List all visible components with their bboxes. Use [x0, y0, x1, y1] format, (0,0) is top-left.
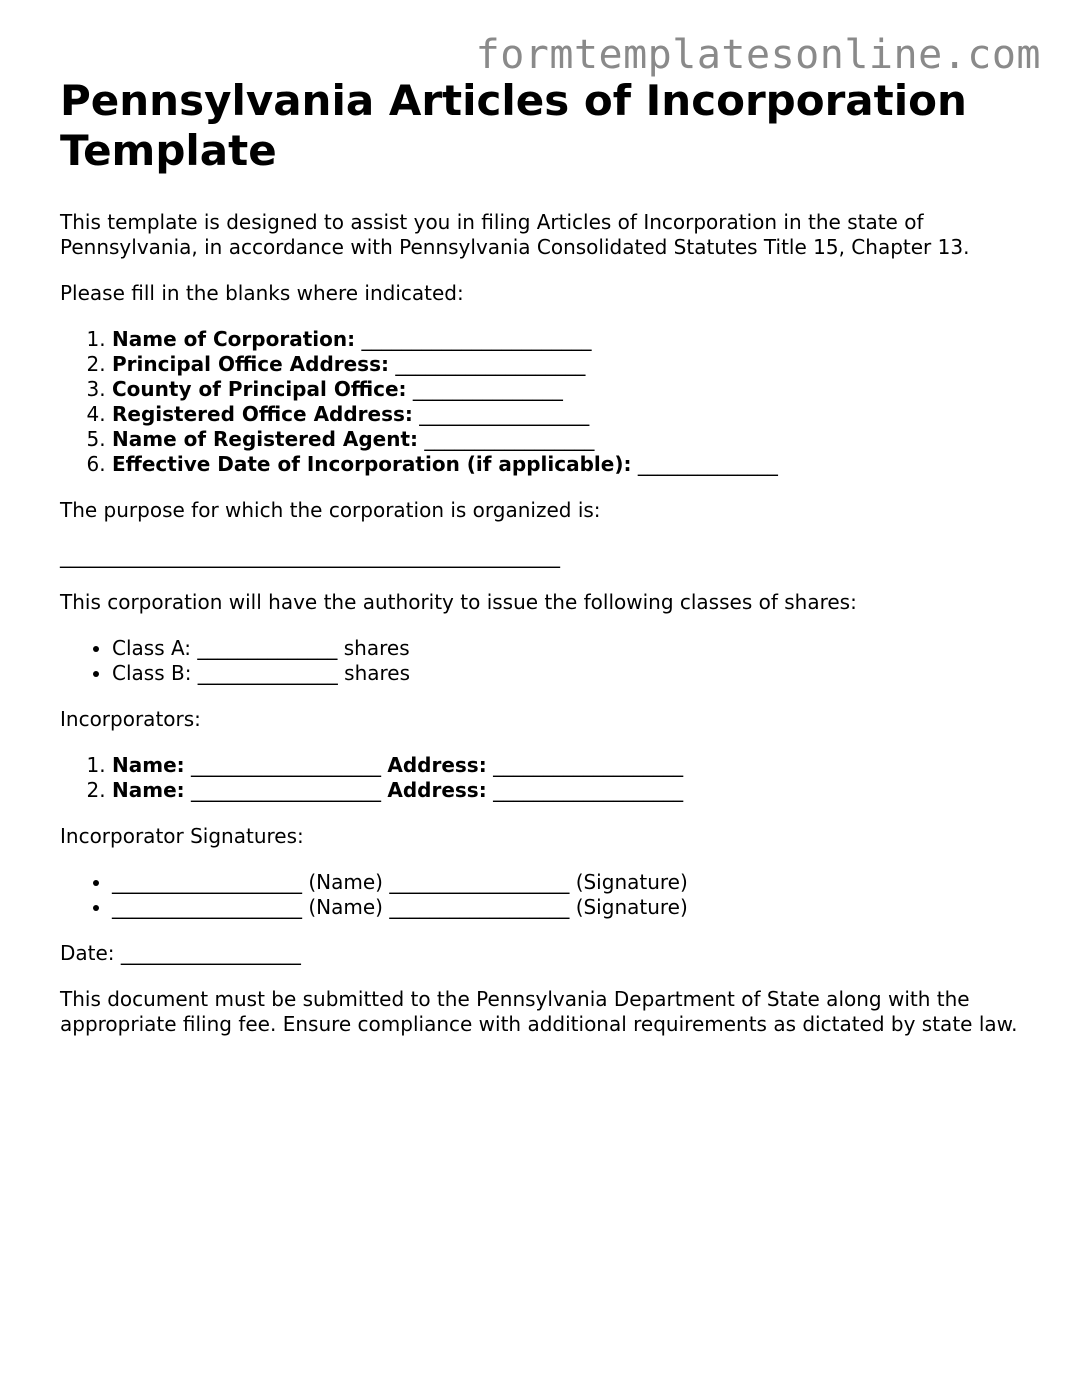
share-class-label: Class B:	[112, 661, 192, 685]
signature-row	[112, 895, 1030, 920]
incorporators-label: Incorporators:	[60, 707, 201, 731]
incorporators-list	[60, 753, 1030, 803]
field-label: Name of Registered Agent:	[112, 427, 419, 451]
fill-blank[interactable]: ___________________	[493, 753, 684, 777]
signature-row	[112, 870, 1030, 895]
fill-blank[interactable]: _______________	[412, 377, 563, 401]
incorporator-row	[112, 753, 1030, 778]
page-title: Pennsylvania Articles of Incorporation Template	[60, 76, 967, 175]
field-label: County of Principal Office:	[112, 377, 407, 401]
date-label: Date:	[60, 941, 115, 965]
address-label: Address:	[387, 778, 487, 802]
signature-hint: (Signature)	[575, 895, 688, 919]
share-class-b	[112, 661, 1030, 686]
fill-blank[interactable]: ___________________	[112, 895, 302, 919]
fill-blank[interactable]: __________________	[389, 895, 570, 919]
address-label: Address:	[387, 753, 487, 777]
share-class-label: Class A:	[112, 636, 192, 660]
field-label: Name of Corporation:	[112, 327, 356, 351]
fill-blank[interactable]: __________________	[389, 870, 570, 894]
fill-blank[interactable]: ______________	[197, 661, 338, 685]
date-blank[interactable]: __________________	[120, 941, 301, 965]
signatures-label: Incorporator Signatures:	[60, 824, 304, 848]
fill-blank[interactable]: _________________	[424, 427, 595, 451]
fill-blank[interactable]: ___________________	[191, 778, 381, 802]
name-label: Name:	[112, 778, 185, 802]
date-line	[60, 941, 1030, 966]
fill-blank[interactable]: _______________________	[361, 327, 592, 351]
fill-blank[interactable]: ______________	[197, 636, 338, 660]
fill-blank[interactable]: ___________________	[395, 352, 586, 376]
fill-blank[interactable]: ___________________	[493, 778, 684, 802]
name-hint: (Name)	[308, 870, 383, 894]
fields-list	[60, 327, 1030, 477]
instructions-text: Please fill in the blanks where indicated:	[60, 281, 464, 305]
closing-paragraph: This document must be submitted to the Pennsylvania Department of State along with the appropriate filing fee. Ensure compliance with additional requirements as dictated by state law.	[60, 987, 1018, 1036]
signatures-list	[60, 870, 1030, 920]
watermark: formtemplatesonline.com	[475, 32, 1041, 78]
field-registered-office-address	[112, 402, 1030, 427]
purpose-label: The purpose for which the corporation is organized is:	[60, 498, 601, 522]
field-label: Effective Date of Incorporation (if applicable):	[112, 452, 632, 476]
signature-hint: (Signature)	[575, 870, 688, 894]
field-name-of-corporation	[112, 327, 1030, 352]
name-hint: (Name)	[308, 895, 383, 919]
intro-paragraph: This template is designed to assist you in filing Articles of Incorporation in the state of Pennsylvania, in accordance with Pennsylvania Consolidated Statutes Title 15, Chapter 13.	[60, 210, 970, 259]
name-label: Name:	[112, 753, 185, 777]
shares-intro: This corporation will have the authority to issue the following classes of shares:	[60, 590, 857, 614]
field-label: Registered Office Address:	[112, 402, 413, 426]
field-county-of-principal-office	[112, 377, 1030, 402]
fill-blank[interactable]: _________________	[419, 402, 590, 426]
incorporator-row	[112, 778, 1030, 803]
field-principal-office-address	[112, 352, 1030, 377]
field-label: Principal Office Address:	[112, 352, 389, 376]
document-page	[60, 76, 1030, 1037]
fill-blank[interactable]: ______________	[637, 452, 778, 476]
share-unit: shares	[344, 661, 411, 685]
share-classes-list	[60, 636, 1030, 686]
fill-blank[interactable]: ___________________	[112, 870, 302, 894]
share-unit: shares	[343, 636, 410, 660]
field-effective-date	[112, 452, 1030, 477]
field-name-of-registered-agent	[112, 427, 1030, 452]
fill-blank[interactable]: ___________________	[191, 753, 381, 777]
purpose-blank[interactable]: __________________________________________________	[60, 544, 560, 568]
share-class-a	[112, 636, 1030, 661]
